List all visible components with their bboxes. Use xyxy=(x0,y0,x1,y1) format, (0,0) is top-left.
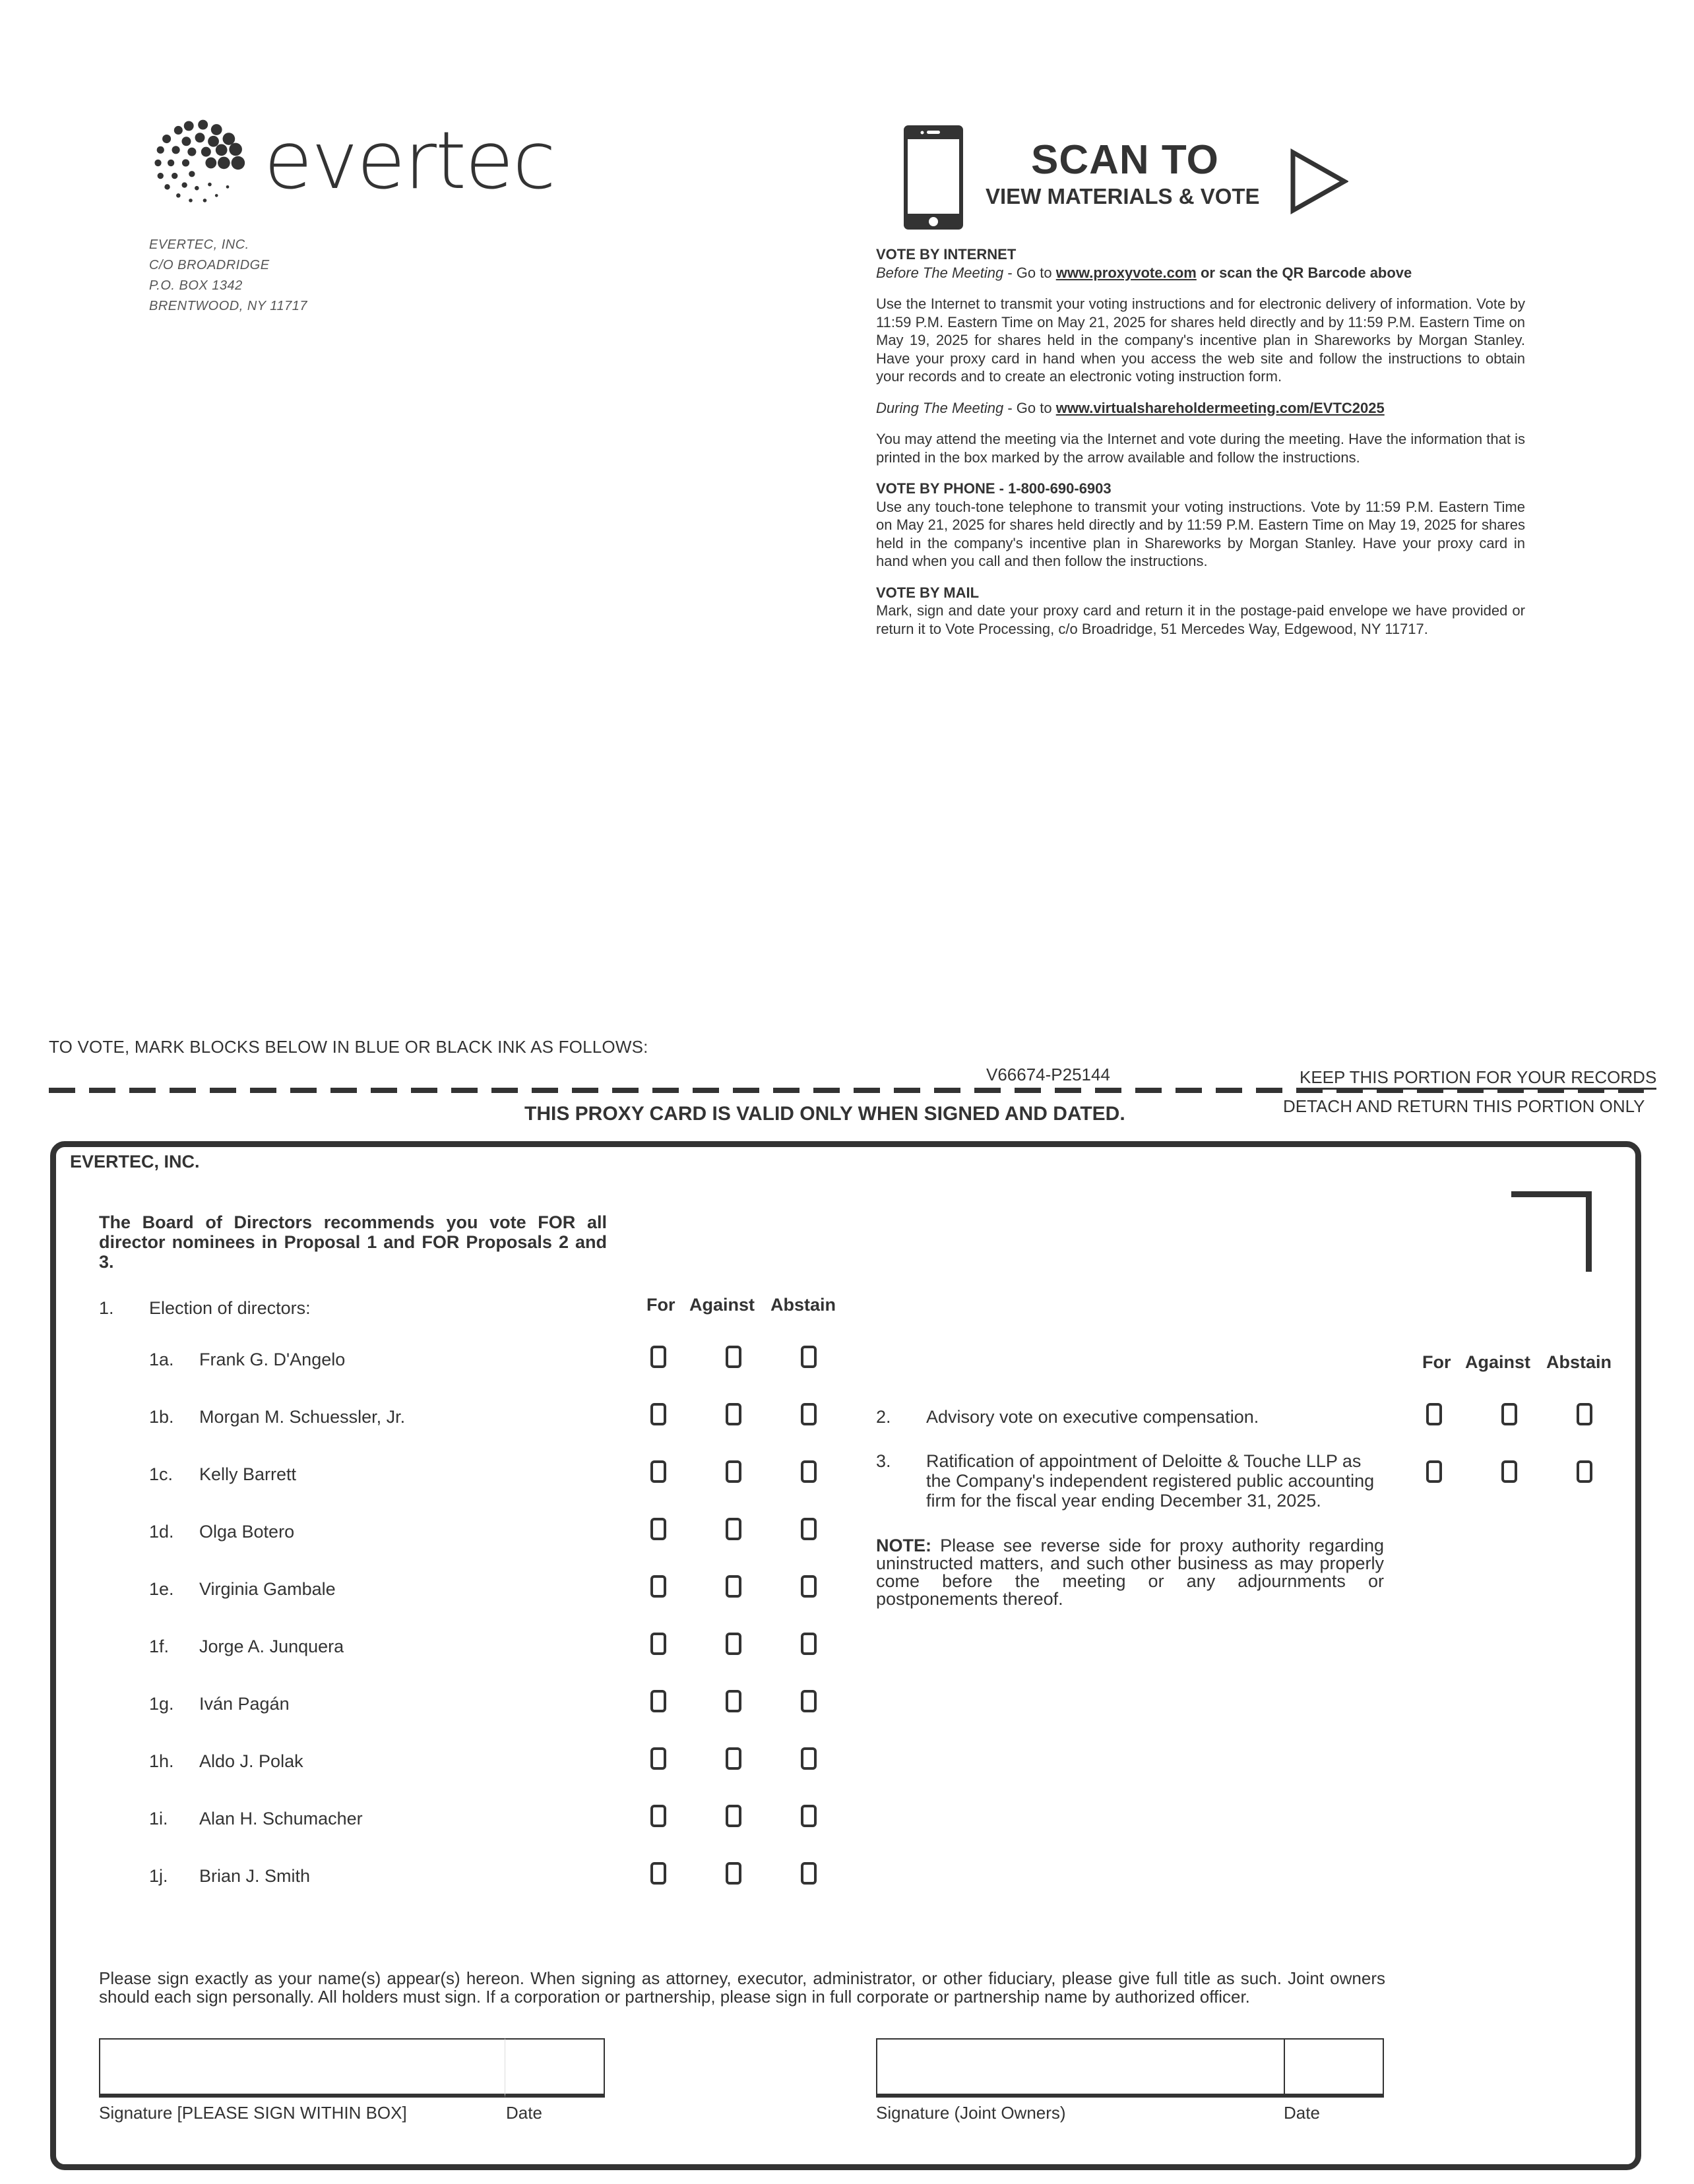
nominee-row xyxy=(0,1579,858,1606)
column-against: Against xyxy=(1465,1352,1531,1372)
nominee-name: Alan H. Schumacher xyxy=(199,1809,363,1828)
scan-subtitle: VIEW MATERIALS & VOTE xyxy=(986,184,1260,208)
nominee-name: Aldo J. Polak xyxy=(199,1751,303,1771)
checkbox-against[interactable] xyxy=(726,1805,741,1827)
checkbox-against[interactable] xyxy=(726,1690,741,1712)
during-meeting-line xyxy=(876,399,1525,418)
mail-body: Mark, sign and date your proxy card and return it in the postage-paid envelope we have provided or return it to Vote Processing, c/o Broadridge, 51 Mercedes Way, Edgewood, NY 11717. xyxy=(876,602,1525,637)
checkbox-for[interactable] xyxy=(650,1805,666,1827)
before-meeting-line xyxy=(876,264,1525,282)
address-line: BRENTWOOD, NY 11717 xyxy=(149,299,307,313)
nominee-code: 1f. xyxy=(149,1637,170,1656)
corner-registration-mark xyxy=(1511,1191,1592,1272)
signing-instructions: Please sign exactly as your name(s) appear(s) hereon. When signing as attorney, executor, administrator, or other fiduciary, please give full title as such. Joint owners should each sign personally. All holders must sign. If a corporation or partnership, please sign in full corporate or partnership name by authorized officer. xyxy=(99,1968,1385,2007)
column-for: For xyxy=(1422,1352,1451,1372)
scan-title: SCAN TO xyxy=(1031,137,1219,183)
nominee-name: Virginia Gambale xyxy=(199,1579,336,1599)
checkbox-for[interactable] xyxy=(650,1403,666,1425)
note-text: Please see reverse side for proxy authority regarding uninstructed matters, and such other business as may properly come before the meeting or any adjournments or postponements thereof. xyxy=(876,1536,1384,1609)
nominee-row xyxy=(0,1866,858,1892)
nominee-name: Jorge A. Junquera xyxy=(199,1637,344,1656)
checkbox-against[interactable] xyxy=(726,1518,741,1540)
proposal2-checkbox-for[interactable] xyxy=(1426,1403,1442,1425)
nominee-row xyxy=(0,1407,858,1433)
checkbox-against[interactable] xyxy=(726,1633,741,1655)
nominee-code: 1g. xyxy=(149,1694,174,1714)
checkbox-against[interactable] xyxy=(726,1862,741,1885)
column-against: Against xyxy=(689,1295,755,1315)
address-line: P.O. BOX 1342 xyxy=(149,278,243,293)
checkbox-for[interactable] xyxy=(650,1575,666,1598)
board-recommendation: The Board of Directors recommends you vote FOR all director nominees in Proposal 1 and FOR Proposals 2 and 3. xyxy=(99,1212,607,1272)
column-for: For xyxy=(646,1295,675,1315)
nominee-code: 1a. xyxy=(149,1350,174,1369)
proposal1-number: 1. xyxy=(99,1298,114,1318)
voting-instructions xyxy=(876,245,1525,638)
checkbox-abstain[interactable] xyxy=(801,1346,817,1368)
proposal2-number: 2. xyxy=(876,1407,891,1427)
nominee-name: Iván Pagán xyxy=(199,1694,290,1714)
checkbox-abstain[interactable] xyxy=(801,1403,817,1425)
proposal3-checkbox-abstain[interactable] xyxy=(1577,1460,1592,1483)
date-box[interactable] xyxy=(505,2038,605,2098)
internet-body: Use the Internet to transmit your voting instructions and for electronic delivery of information. Vote by 11:59 P.M. Eastern Time on May 21, 2025 for shares held directly and by 11:59 P.M. Eastern Time on May 19, 2025 for shares held in the company's incentive plan in Shareworks by Morgan Stanley. Have your proxy card in hand when you access the web site and follow the instructions to obtain your records and to create an electronic voting instruction form. xyxy=(876,296,1525,385)
nominee-name: Frank G. D'Angelo xyxy=(199,1350,346,1369)
checkbox-abstain[interactable] xyxy=(801,1747,817,1770)
virtual-meeting-link[interactable]: www.virtualshareholdermeeting.com/EVTC2025 xyxy=(1055,399,1385,416)
during-meeting-body: You may attend the meeting via the Internet and vote during the meeting. Have the information that is printed in the box marked by the arrow available and follow the instructions. xyxy=(876,431,1525,466)
checkbox-for[interactable] xyxy=(650,1633,666,1655)
proxyvote-link[interactable]: www.proxyvote.com xyxy=(1055,264,1197,281)
before-meeting-label: Before The Meeting xyxy=(876,264,1004,281)
evertec-logo-icon xyxy=(150,116,249,208)
date-label: Date xyxy=(506,2103,542,2123)
nominee-name: Brian J. Smith xyxy=(199,1866,311,1886)
valid-notice: THIS PROXY CARD IS VALID ONLY WHEN SIGNED AND DATED. xyxy=(524,1103,1125,1125)
checkbox-for[interactable] xyxy=(650,1518,666,1540)
phone-body: Use any touch-tone telephone to transmit your voting instructions. Vote by 11:59 P.M. Eastern Time on May 21, 2025 for shares held directly and by 11:59 P.M. Eastern Time on May 19, 2025 for shares held in the company's incentive plan in Shareworks by Morgan Stanley. Have your proxy card in hand when you call and then follow the instructions. xyxy=(876,498,1525,569)
proposal1-title: Election of directors: xyxy=(149,1298,311,1318)
nominee-name: Kelly Barrett xyxy=(199,1464,297,1484)
control-number: V66674-P25144 xyxy=(986,1065,1110,1084)
proposal2-checkbox-against[interactable] xyxy=(1501,1403,1517,1425)
keep-portion-label: KEEP THIS PORTION FOR YOUR RECORDS xyxy=(1300,1067,1656,1090)
detach-line xyxy=(49,1088,1644,1093)
return-address xyxy=(149,235,307,317)
proposal2-checkbox-abstain[interactable] xyxy=(1577,1403,1592,1425)
checkbox-against[interactable] xyxy=(726,1346,741,1368)
nominee-name: Olga Botero xyxy=(199,1522,295,1542)
joint-signature-label: Signature (Joint Owners) xyxy=(876,2103,1066,2123)
address-line: EVERTEC, INC. xyxy=(149,237,249,252)
mark-instruction: TO VOTE, MARK BLOCKS BELOW IN BLUE OR BLACK INK AS FOLLOWS: xyxy=(49,1037,648,1057)
joint-signature-box[interactable] xyxy=(876,2038,1285,2098)
nominee-name: Morgan M. Schuessler, Jr. xyxy=(199,1407,406,1427)
proposal3-number: 3. xyxy=(876,1451,891,1471)
nominee-code: 1j. xyxy=(149,1866,168,1886)
card-company-name: EVERTEC, INC. xyxy=(70,1152,200,1171)
proposal3-text: Ratification of appointment of Deloitte & Touche LLP as the Company's independent registered public accounting firm for the fiscal year ending December 31, 2025. xyxy=(926,1451,1375,1511)
proposal3-checkbox-against[interactable] xyxy=(1501,1460,1517,1483)
signature-box[interactable] xyxy=(99,2038,506,2098)
checkbox-abstain[interactable] xyxy=(801,1690,817,1712)
nominee-row xyxy=(0,1694,858,1720)
checkbox-for[interactable] xyxy=(650,1690,666,1712)
nominee-row xyxy=(0,1522,858,1548)
qr-instruction: or scan the QR Barcode above xyxy=(1196,264,1412,281)
checkbox-against[interactable] xyxy=(726,1403,741,1425)
column-abstain: Abstain xyxy=(1546,1352,1612,1372)
detach-return-label: DETACH AND RETURN THIS PORTION ONLY xyxy=(1283,1096,1645,1116)
checkbox-abstain[interactable] xyxy=(801,1633,817,1655)
nominee-code: 1i. xyxy=(149,1809,168,1828)
smartphone-icon xyxy=(904,125,963,230)
checkbox-for[interactable] xyxy=(650,1747,666,1770)
vote-mail-heading: VOTE BY MAIL xyxy=(876,584,980,601)
checkbox-abstain[interactable] xyxy=(801,1862,817,1885)
checkbox-abstain[interactable] xyxy=(801,1575,817,1598)
joint-date-box[interactable] xyxy=(1284,2038,1384,2098)
checkbox-against[interactable] xyxy=(726,1575,741,1598)
nominee-row xyxy=(0,1637,858,1663)
nominee-code: 1c. xyxy=(149,1464,173,1484)
vote-internet-heading: VOTE BY INTERNET xyxy=(876,246,1017,263)
nominee-row xyxy=(0,1809,858,1835)
proposal2-text: Advisory vote on executive compensation. xyxy=(926,1407,1259,1427)
checkbox-abstain[interactable] xyxy=(801,1805,817,1827)
note xyxy=(876,1537,1384,1608)
address-line: C/O BROADRIDGE xyxy=(149,258,270,272)
nominee-code: 1b. xyxy=(149,1407,174,1427)
checkbox-abstain[interactable] xyxy=(801,1460,817,1483)
checkbox-for[interactable] xyxy=(650,1460,666,1483)
checkbox-abstain[interactable] xyxy=(801,1518,817,1540)
note-label: NOTE: xyxy=(876,1536,931,1555)
signature-label: Signature [PLEASE SIGN WITHIN BOX] xyxy=(99,2103,407,2123)
proposal3-checkbox-for[interactable] xyxy=(1426,1460,1442,1483)
nominee-row xyxy=(0,1464,858,1491)
checkbox-for[interactable] xyxy=(650,1346,666,1368)
checkbox-against[interactable] xyxy=(726,1747,741,1770)
evertec-logo-text: evertec xyxy=(264,115,555,207)
goto-text: - Go to xyxy=(1003,399,1056,416)
arrow-right-icon xyxy=(1289,148,1348,214)
checkbox-for[interactable] xyxy=(650,1862,666,1885)
goto-text: - Go to xyxy=(1003,264,1056,281)
nominee-row xyxy=(0,1350,858,1376)
nominee-code: 1e. xyxy=(149,1579,174,1599)
column-abstain: Abstain xyxy=(770,1295,836,1315)
vote-phone-heading: VOTE BY PHONE - 1-800-690-6903 xyxy=(876,480,1112,497)
checkbox-against[interactable] xyxy=(726,1460,741,1483)
joint-date-label: Date xyxy=(1284,2103,1320,2123)
nominee-code: 1d. xyxy=(149,1522,174,1542)
nominee-code: 1h. xyxy=(149,1751,174,1771)
during-meeting-label: During The Meeting xyxy=(876,399,1004,416)
nominee-row xyxy=(0,1751,858,1778)
